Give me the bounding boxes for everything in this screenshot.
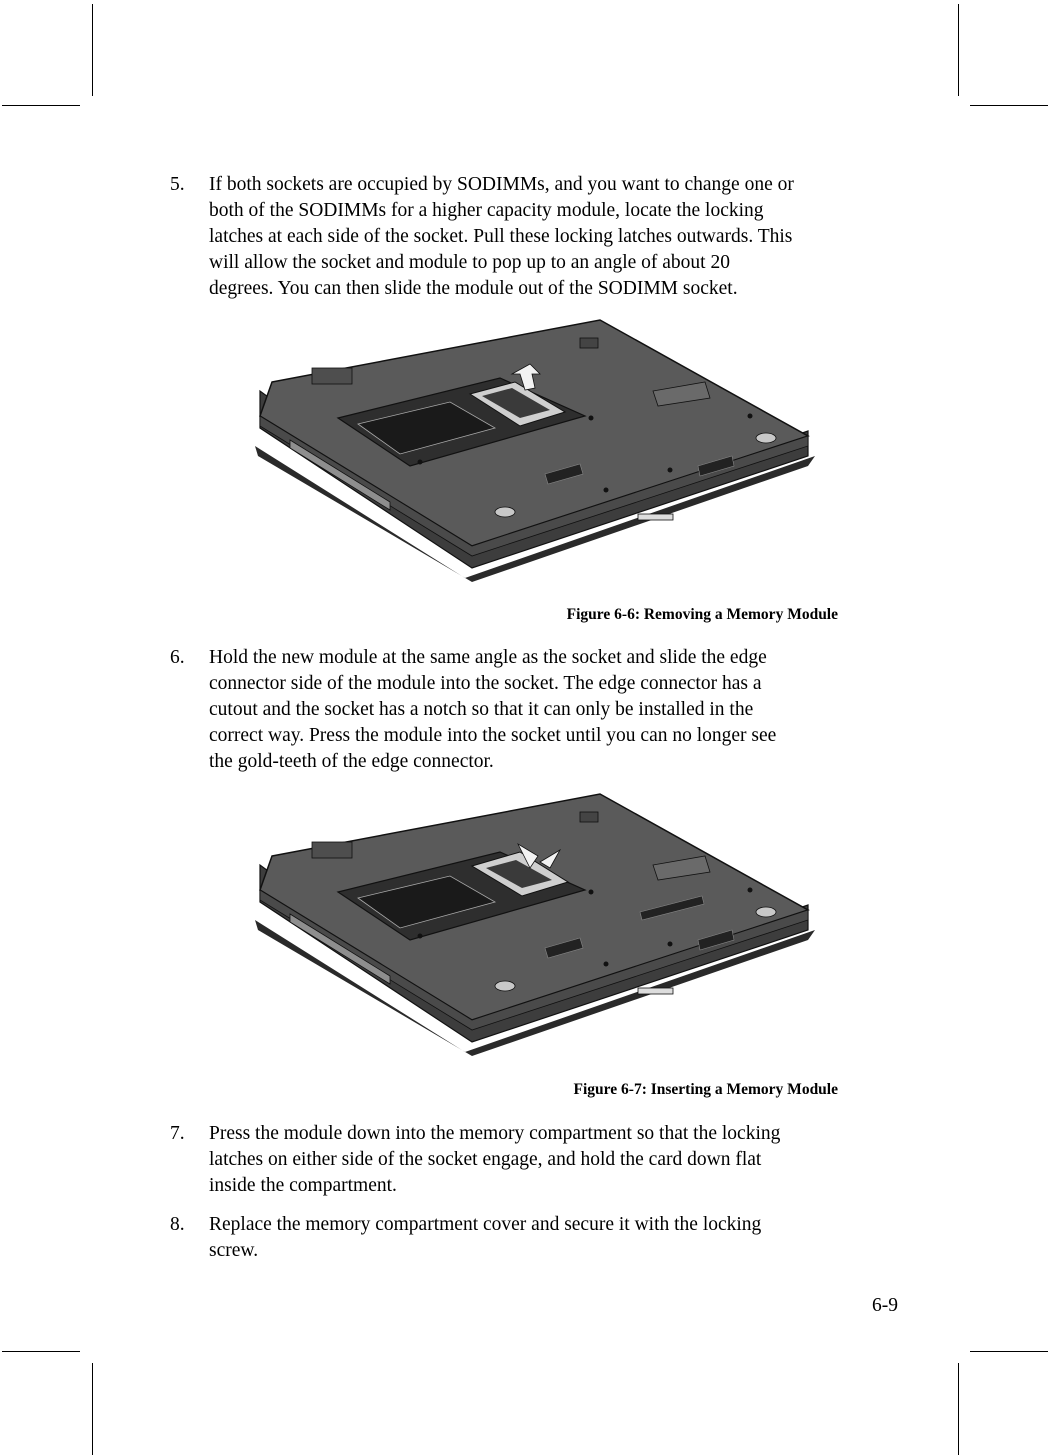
step-line: Press the module down into the memory compartment so that the locking — [209, 1123, 781, 1144]
step-line: connector side of the module into the socket. The edge connector has a — [209, 673, 762, 694]
step-line: Replace the memory compartment cover and secure it with the locking — [209, 1214, 762, 1235]
crop-mark-bottom-right-vertical — [958, 1363, 959, 1455]
step-text — [209, 1212, 910, 1264]
step-line: degrees. You can then slide the module out of the SODIMM socket. — [209, 278, 738, 299]
step-7 — [170, 1121, 910, 1199]
page-number: 6-9 — [872, 1295, 898, 1316]
step-line: will allow the socket and module to pop up to an angle of about 20 — [209, 252, 730, 273]
crop-mark-bottom-right-horizontal — [970, 1351, 1048, 1352]
crop-mark-top-right-horizontal — [970, 105, 1048, 106]
crop-mark-top-left-vertical — [92, 4, 93, 96]
step-number: 8. — [170, 1214, 185, 1235]
figure-caption: Figure 6-7: Inserting a Memory Module — [573, 1081, 838, 1098]
laptop-underside-image — [250, 316, 820, 582]
step-line: both of the SODIMMs for a higher capacity module, locate the locking — [209, 200, 764, 221]
step-line: correct way. Press the module into the socket until you can no longer see — [209, 725, 777, 746]
crop-mark-bottom-left-vertical — [92, 1363, 93, 1455]
crop-mark-top-right-vertical — [958, 4, 959, 96]
step-line: Hold the new module at the same angle as the socket and slide the edge — [209, 647, 767, 668]
step-line: cutout and the socket has a notch so that it can only be installed in the — [209, 699, 754, 720]
figure-removing-memory-illustration — [250, 316, 820, 582]
figure-inserting-memory-illustration — [250, 790, 820, 1056]
step-line: the gold-teeth of the edge connector. — [209, 751, 494, 772]
step-number: 6. — [170, 647, 185, 668]
crop-mark-bottom-left-horizontal — [2, 1351, 80, 1352]
laptop-underside-image — [250, 790, 820, 1056]
step-6 — [170, 645, 910, 775]
step-text — [209, 645, 910, 775]
step-text — [209, 172, 910, 302]
step-line: latches at each side of the socket. Pull these locking latches outwards. This — [209, 226, 793, 247]
crop-mark-top-left-horizontal — [2, 105, 80, 106]
step-line: screw. — [209, 1240, 259, 1261]
step-line: inside the compartment. — [209, 1175, 397, 1196]
step-text — [209, 1121, 910, 1199]
step-8 — [170, 1212, 910, 1264]
step-number: 5. — [170, 174, 185, 195]
step-5 — [170, 172, 910, 302]
step-number: 7. — [170, 1123, 185, 1144]
figure-caption: Figure 6-6: Removing a Memory Module — [566, 606, 838, 623]
step-line: latches on either side of the socket engage, and hold the card down flat — [209, 1149, 762, 1170]
step-line: If both sockets are occupied by SODIMMs, and you want to change one or — [209, 174, 794, 195]
